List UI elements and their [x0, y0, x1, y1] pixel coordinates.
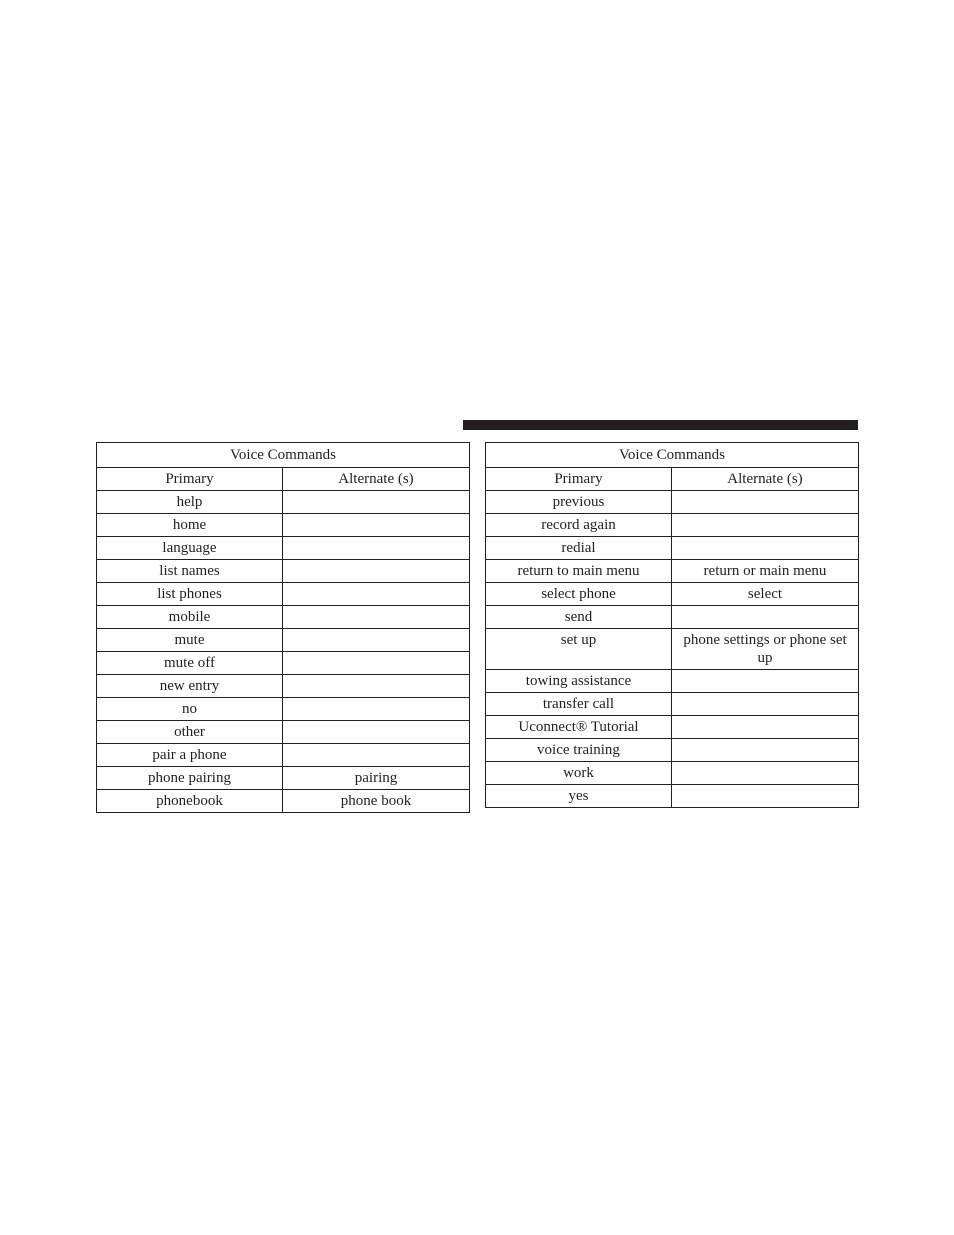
alternate-command [672, 716, 859, 739]
primary-command: list names [97, 560, 283, 583]
alternate-command [672, 693, 859, 716]
primary-command: return to main menu [486, 560, 672, 583]
table-title: Voice Commands [97, 443, 470, 468]
section-header-bar [463, 420, 858, 430]
alternate-command [283, 606, 470, 629]
alternate-command: pairing [283, 767, 470, 790]
column-header-primary: Primary [97, 468, 283, 491]
alternate-command [672, 537, 859, 560]
alternate-command [672, 762, 859, 785]
alternate-command [283, 675, 470, 698]
table-row [486, 606, 859, 629]
table-row [97, 721, 470, 744]
alternate-command [672, 739, 859, 762]
table-row [97, 629, 470, 652]
column-header-primary: Primary [486, 468, 672, 491]
table-row [97, 744, 470, 767]
primary-command: pair a phone [97, 744, 283, 767]
alternate-command [672, 514, 859, 537]
alternate-command [283, 491, 470, 514]
table-row [486, 785, 859, 808]
table-title: Voice Commands [486, 443, 859, 468]
table-row [486, 762, 859, 785]
primary-command: other [97, 721, 283, 744]
table-row [486, 537, 859, 560]
alternate-command [672, 670, 859, 693]
table-row [486, 716, 859, 739]
primary-command: mobile [97, 606, 283, 629]
column-header-alternate: Alternate (s) [672, 468, 859, 491]
primary-command: mute off [97, 652, 283, 675]
alternate-command [283, 514, 470, 537]
primary-command: send [486, 606, 672, 629]
primary-command: help [97, 491, 283, 514]
primary-command: new entry [97, 675, 283, 698]
primary-command: redial [486, 537, 672, 560]
primary-command: home [97, 514, 283, 537]
table-row [97, 606, 470, 629]
primary-command: language [97, 537, 283, 560]
table-row [486, 560, 859, 583]
alternate-command [283, 744, 470, 767]
table-row [486, 514, 859, 537]
voice-commands-table-right [485, 442, 859, 808]
table-row [97, 514, 470, 537]
primary-command: transfer call [486, 693, 672, 716]
table-row [486, 629, 859, 670]
table-row [97, 491, 470, 514]
primary-command: voice training [486, 739, 672, 762]
alternate-command: select [672, 583, 859, 606]
alternate-command: phone book [283, 790, 470, 813]
table-row [486, 670, 859, 693]
alternate-command [283, 629, 470, 652]
primary-command: yes [486, 785, 672, 808]
column-header-alternate: Alternate (s) [283, 468, 470, 491]
table-row [97, 790, 470, 813]
table-row [97, 767, 470, 790]
table-row [97, 583, 470, 606]
table-row [97, 675, 470, 698]
alternate-command [283, 537, 470, 560]
alternate-command [283, 721, 470, 744]
primary-command: work [486, 762, 672, 785]
alternate-command [672, 491, 859, 514]
primary-command: towing assistance [486, 670, 672, 693]
table-row [97, 652, 470, 675]
primary-command: phonebook [97, 790, 283, 813]
alternate-command [672, 785, 859, 808]
primary-command: set up [486, 629, 672, 670]
table-row [486, 583, 859, 606]
primary-command: mute [97, 629, 283, 652]
primary-command: list phones [97, 583, 283, 606]
table-row [486, 739, 859, 762]
alternate-command [283, 652, 470, 675]
primary-command: Uconnect® Tutorial [486, 716, 672, 739]
primary-command: phone pairing [97, 767, 283, 790]
primary-command: no [97, 698, 283, 721]
alternate-command [283, 698, 470, 721]
table-row [97, 537, 470, 560]
table-row [486, 491, 859, 514]
alternate-command [283, 560, 470, 583]
table-row [486, 693, 859, 716]
table-row [97, 698, 470, 721]
voice-commands-table-left [96, 442, 470, 813]
alternate-command [672, 606, 859, 629]
table-row [97, 560, 470, 583]
primary-command: previous [486, 491, 672, 514]
alternate-command [283, 583, 470, 606]
primary-command: select phone [486, 583, 672, 606]
alternate-command: return or main menu [672, 560, 859, 583]
primary-command: record again [486, 514, 672, 537]
alternate-command: phone settings or phone set up [672, 629, 859, 670]
